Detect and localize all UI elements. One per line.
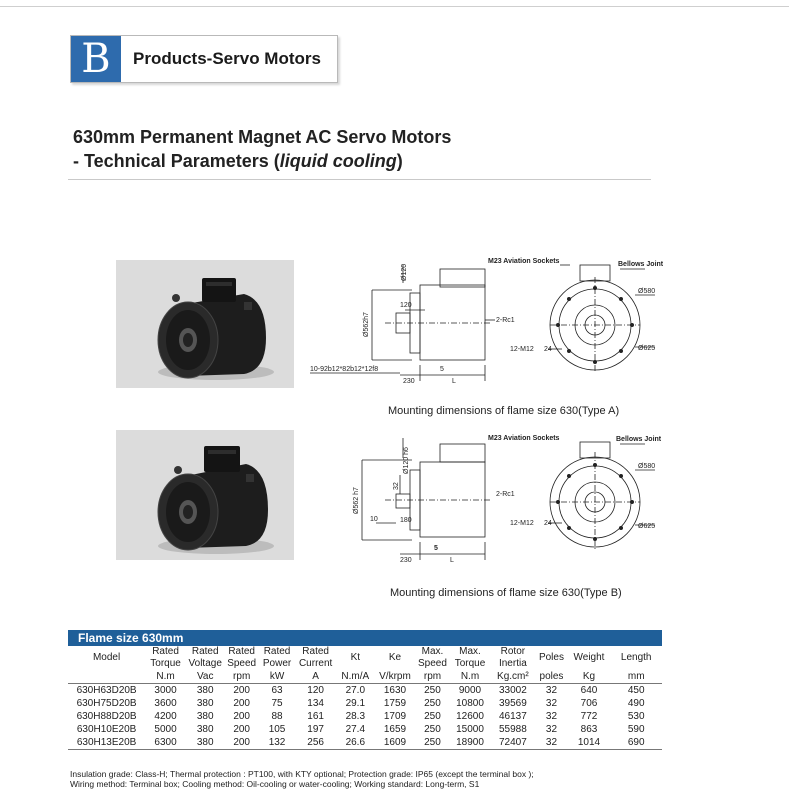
label-d120: Ø120 [401,263,408,281]
top-rule [0,6,789,7]
table-cell: 250 [415,736,449,750]
label-d625-b: Ø625 [638,523,656,530]
table-cell: 6300 [145,736,186,750]
table-cell: 10800 [456,698,484,709]
column-header-top: Rotor [500,646,526,657]
table-cell: 250 [424,685,441,696]
table-cell: 9000 [458,685,482,696]
table-row [68,736,662,750]
caption-type-b: Mounting dimensions of flame size 630(Type B) [390,587,622,599]
label-m12-depth: 24 [544,346,552,353]
model-cell: 630H13E20B [68,736,145,750]
table-cell: 5000 [154,724,177,735]
table-cell: 161 [307,711,324,722]
label-bellows: Bellows Joint [618,261,664,268]
table-cell: 200 [233,711,250,722]
table-cell: 863 [580,724,598,735]
table-cell: 1630 [383,685,407,696]
column-header: Current [298,658,333,669]
label-120: 120 [400,302,412,309]
column-header: Weight [573,652,605,663]
table-cell: 250 [424,698,441,709]
column-header-top: Max. [421,646,444,657]
column-header-top: Rated [152,646,179,657]
column-unit: rpm [225,670,259,684]
table-cell: 12600 [456,711,484,722]
table-cell: 250 [424,711,441,722]
label-d625: Ø625 [638,345,656,352]
table-cell: 380 [196,698,214,709]
label-180-b: 180 [400,517,412,524]
table-cell: 3600 [154,698,177,709]
label-sockets-b: M23 Aviation Sockets [488,435,560,442]
column-unit: N.m/A [336,670,375,684]
column-unit [68,670,145,684]
table-cell: 27.0 [345,685,366,696]
label-m12-depth-b: 24 [544,520,552,527]
note-line-2: Wiring method: Terminal box; Cooling method: Oil-cooling or water-cooling; Working standard: Long-term, S1 [70,779,480,789]
column-header: Speed [418,658,447,669]
column-header-top: Rated [263,646,291,657]
column-unit: Vac [186,670,225,684]
table-cell: 32 [545,724,558,735]
column-header: Poles [538,652,564,663]
label-10-b: 10 [370,516,378,523]
page-title [73,125,451,173]
table-cell: 27.4 [345,724,366,735]
table-cell: 380 [196,685,214,696]
column-header: Model [92,652,121,663]
title-divider [68,179,651,180]
table-cell: 134 [307,698,324,709]
table-cell: 380 [196,711,214,722]
label-5-b: 5 [434,545,438,552]
table-cell: 590 [627,724,645,735]
table-cell: 1759 [383,698,407,709]
column-unit: V/krpm [375,670,416,684]
table-cell: 772 [580,711,598,722]
title-line-2-suffix: ) [396,151,403,171]
mounting-drawing-type-a [300,255,670,390]
column-header: Inertia [498,658,527,669]
label-230-b: 230 [400,557,412,564]
model-cell: 630H75D20B [76,698,137,709]
column-unit: Kg [568,670,611,684]
table-cell: 250 [424,724,441,735]
column-header: Kt [350,652,361,663]
label-bellows-b: Bellows Joint [616,436,662,443]
table-cell: 46137 [498,711,527,722]
table-cell: 706 [580,698,598,709]
label-sockets: M23 Aviation Sockets [488,258,560,265]
table-row [68,684,662,698]
table-cell: 690 [610,736,662,750]
table-cell: 4200 [154,711,177,722]
label-spline: 10-92b12*82b12*12f8 [310,366,379,373]
table-cell: 380 [186,736,225,750]
column-header-top: Rated [228,646,255,657]
title-line-2-prefix: - Technical Parameters ( [73,151,280,171]
table-title: Flame size 630mm [68,630,662,646]
mounting-drawing-type-b [300,430,670,565]
table-cell: 75 [271,698,283,709]
table-cell: 200 [225,736,259,750]
column-header-top: Rated [191,646,219,657]
column-unit: A [295,670,336,684]
label-5: 5 [440,366,444,373]
spec-table [68,646,662,750]
column-unit: N.m [145,670,186,684]
column-unit: mm [610,670,662,684]
label-d562-b: Ø562 h7 [353,487,360,514]
table-cell: 640 [580,685,598,696]
table-row [68,697,662,710]
table-cell: 32 [545,698,558,709]
title-line-1: 630mm Permanent Magnet AC Servo Motors [73,127,452,147]
table-row [68,710,662,723]
section-header [70,35,338,83]
table-cell: 63 [271,685,283,696]
label-d580: Ø580 [638,288,656,295]
model-cell: 630H88D20B [76,711,137,722]
table-cell: 197 [307,724,324,735]
column-header: Length [620,652,652,663]
table-cell: 33002 [498,685,527,696]
label-m12: 12-M12 [510,346,534,353]
table-cell: 1014 [568,736,611,750]
column-unit: kW [259,670,295,684]
table-cell: 200 [233,685,250,696]
note-line-1: Insulation grade: Class-H; Thermal protection : PT100, with KTY optional; Protection grade: IP65 (except the terminal box ); [70,769,534,779]
table-row [68,723,662,736]
table-cell: 1709 [383,711,407,722]
table-cell: 1659 [383,724,407,735]
table-cell: 1609 [375,736,416,750]
table-cell: 120 [307,685,324,696]
table-cell: 72407 [490,736,535,750]
table-cell: 3000 [154,685,177,696]
table-cell: 55988 [498,724,527,735]
caption-type-a: Mounting dimensions of flame size 630(Type A) [388,405,620,417]
title-line-2 [73,149,451,173]
label-d120-b: Ø120 h6 [403,447,410,474]
label-d562: Ø562h7 [363,312,370,337]
table-cell: 450 [627,685,645,696]
table-cell: 29.1 [345,698,366,709]
column-unit: Kg.cm² [490,670,535,684]
label-L-b: L [450,557,454,564]
column-header: Voltage [188,658,222,669]
label-32-b: 32 [393,482,400,490]
table-cell: 32 [535,736,567,750]
table-cell: 39569 [498,698,527,709]
motor-photo-type-a [116,260,294,388]
label-230: 230 [403,378,415,385]
table-cell: 18900 [450,736,491,750]
label-rc1: 2-Rc1 [496,317,515,324]
label-m12-b: 12-M12 [510,520,534,527]
column-header-top: Rated [302,646,329,657]
column-header: Torque [150,658,181,669]
column-header: Ke [388,652,402,663]
table-cell: 256 [295,736,336,750]
table-cell: 200 [233,724,250,735]
model-cell: 630H63D20B [76,685,137,696]
label-rc1-b: 2-Rc1 [496,491,515,498]
table-cell: 490 [627,698,645,709]
model-cell: 630H10E20B [76,724,137,735]
table-cell: 105 [268,724,286,735]
table-cell: 200 [233,698,250,709]
table-cell: 530 [627,711,645,722]
label-d580-b: Ø580 [638,463,656,470]
spec-table-section [68,630,662,750]
table-cell: 26.6 [336,736,375,750]
table-cell: 88 [271,711,283,722]
table-cell: 32 [545,685,558,696]
column-unit: poles [535,670,567,684]
column-unit: rpm [415,670,449,684]
table-cell: 380 [196,724,214,735]
label-L: L [452,378,456,385]
section-title: Products-Servo Motors [133,49,321,68]
spec-notes [70,769,534,789]
title-line-2-italic: liquid cooling [279,151,397,171]
column-unit: N.m [450,670,491,684]
table-cell: 32 [545,711,558,722]
column-header: Speed [227,658,257,669]
table-cell: 28.3 [345,711,366,722]
table-cell: 132 [259,736,295,750]
motor-photo-type-b [116,430,294,560]
column-header: Power [262,658,292,669]
column-header: Torque [454,658,486,669]
table-cell: 15000 [456,724,484,735]
column-header-top: Max. [459,646,481,657]
section-letter: B [71,36,121,82]
